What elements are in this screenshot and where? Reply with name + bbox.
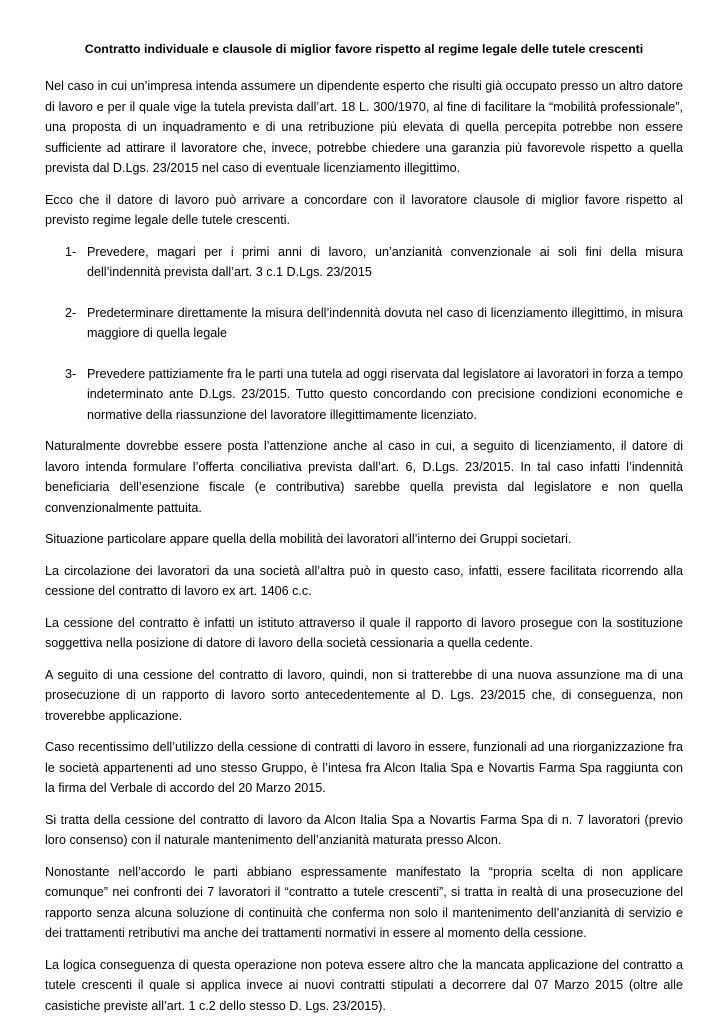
list-item-number: 1- [65, 244, 77, 259]
paragraph: Naturalmente dovrebbe essere posta l’attenzione anche al caso in cui, a seguito di licenziamento, il datore di lavoro intenda formulare l’offerta conciliativa prevista dall’art. 6, D.Lgs. 23/2015. In tal caso infatti l’indennità beneficiaria dell’esenzione fiscale (e contributiva) sarebbe quella prevista dal legislatore e non quella convenzionalmente pattuita. [45, 439, 683, 515]
paragraph: Nel caso in cui un’impresa intenda assumere un dipendente esperto che risulti già occupato presso un altro datore di lavoro e per il quale vige la tutela prevista dall’art. 18 L. 300/1970, al fine di facilitare la “mobilità professionale”, una proposta di un inquadramento e di una retribuzione più elevata di quella percepita potrebbe non essere sufficiente ad attirare il lavoratore che, invece, potrebbe chiedere una garanzia più favorevole rispetto a quella prevista dal D.Lgs. 23/2015 nel caso di eventuale licenziamento illegittimo. [45, 79, 683, 175]
paragraph: A seguito di una cessione del contratto di lavoro, quindi, non si tratterebbe di una nuova assunzione ma di una prosecuzione di un rapporto di lavoro sorto antecedentemente al D. Lgs. 23/2015 che, di conseguenza, non troverebbe applicazione. [45, 667, 683, 723]
paragraph: Ecco che il datore di lavoro può arrivare a concordare con il lavoratore clausole di miglior favore rispetto al previsto regime legale delle tutele crescenti. [45, 192, 683, 227]
list-item [45, 303, 683, 344]
list-item-text: Prevedere pattiziamente fra le parti una tutela ad oggi riservata dal legislatore ai lavoratori in forza a tempo indeterminato ante D.Lgs. 23/2015. Tutto questo concordando con precisione condizioni economiche e normative della riassunzione del lavoratore illegittimamente licenziato. [87, 366, 683, 422]
paragraph: Nonostante nell’accordo le parti abbiano espressamente manifestato la “propria scelta di non applicare comunque” nei confronti dei 7 lavoratori il “contratto a tutele crescenti”, si tratta in realtà di una prosecuzione del rapporto senza alcuna soluzione di continuità che conferma non solo il mantenimento dell’anzianità di servizio e dei trattamenti retributivi ma anche dei trattamenti normativi in essere al momento della cessione. [45, 864, 683, 940]
paragraph: Caso recentissimo dell’utilizzo della cessione di contratti di lavoro in essere, funzionali ad una riorganizzazione fra le società appartenenti ad uno stesso Gruppo, è l’intesa fra Alcon Italia Spa e Novartis Farma Spa raggiunta con la firma del Verbale di accordo del 20 Marzo 2015. [45, 740, 683, 795]
list-item-text: Prevedere, magari per i primi anni di lavoro, un’anzianità convenzionale ai soli fini della misura dell’indennità prevista dall’art. 3 c.1 D.Lgs. 23/2015 [87, 244, 683, 279]
paragraph: Situazione particolare appare quella della mobilità dei lavoratori all’interno dei Gruppi societari. [45, 532, 572, 546]
list-item [45, 242, 683, 283]
paragraph: La logica conseguenza di questa operazione non poteva essere altro che la mancata applicazione del contratto a tutele crescenti il quale si applica invece ai nuovi contratti stipulati a decorrere dal 07 Marzo 2015 (oltre alle casistiche previste all’art. 1 c.2 dello stesso D. Lgs. 23/2015). [45, 957, 683, 1013]
list-item [45, 364, 683, 426]
paragraph: Si tratta della cessione del contratto di lavoro da Alcon Italia Spa a Novartis Farma Spa di n. 7 lavoratori (previo loro consenso) con il naturale mantenimento dell’anzianità maturata presso Alcon. [45, 812, 683, 847]
paragraph: La cessione del contratto è infatti un istituto attraverso il quale il rapporto di lavoro prosegue con la sostituzione soggettiva nella posizione di datore di lavoro della società cessionaria a quella cedente. [45, 615, 683, 650]
document-title: Contratto individuale e clausole di miglior favore rispetto al regime legale delle tutele crescenti [84, 42, 644, 56]
list-item-number: 3- [65, 366, 77, 381]
numbered-list [45, 242, 683, 426]
list-item-number: 2- [65, 305, 77, 320]
list-item-text: Predeterminare direttamente la misura dell’indennità dovuta nel caso di licenziamento illegittimo, in misura maggiore di quella legale [87, 305, 683, 340]
paragraph: La circolazione dei lavoratori da una società all’altra può in questo caso, infatti, essere facilitata ricorrendo alla cessione del contratto di lavoro ex art. 1406 c.c. [45, 563, 683, 598]
